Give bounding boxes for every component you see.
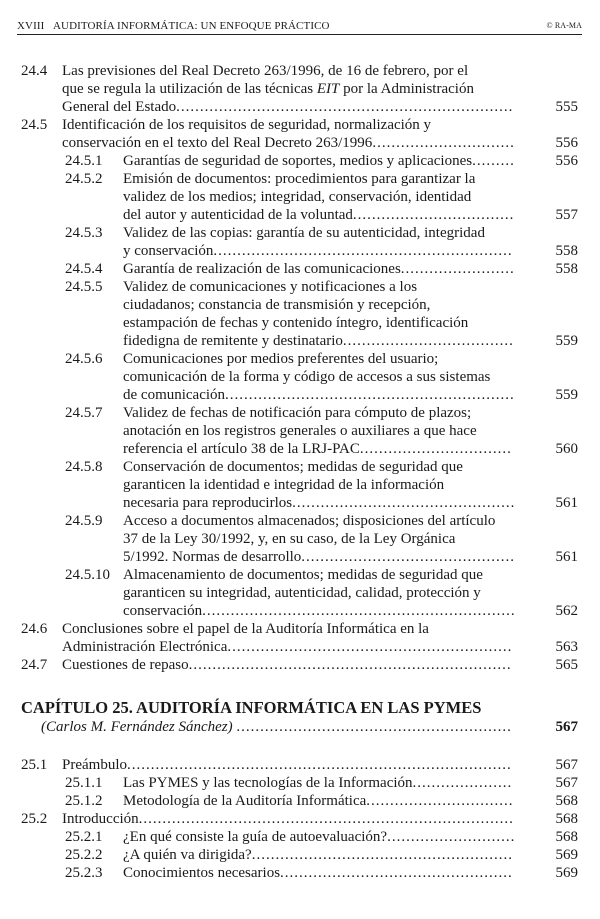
section-title-line: Acceso a documentos almacenados; disposiciones del artículo [123,513,496,529]
page-number: 557 [555,207,578,223]
toc-entry [0,170,600,224]
leader-dots: ............................................. [301,549,516,565]
chapter-heading [0,698,600,736]
page-number: 556 [555,135,578,151]
toc-entry [0,756,600,774]
toc-entry [0,846,600,864]
page-number: 561 [555,549,578,565]
section-title-last-line [123,440,600,458]
section-title-line: Garantía de realización de las comunicaciones [123,261,401,277]
section-title-line: anotación en los registros generales o auxiliares a que hace [123,423,477,439]
toc-entry [0,278,600,350]
section-number: 24.5.4 [65,261,103,277]
chapter-author: (Carlos M. Fernández Sánchez) [41,719,233,735]
section-title [123,260,600,278]
section-title-line: Comunicaciones por medios preferentes del usuario; [123,351,439,367]
leader-dots: ................................................................................. [127,757,512,773]
section-title-last-line [62,134,600,152]
section-title-line: ¿En qué consiste la guía de autoevaluación? [123,829,388,845]
section-title [123,404,600,458]
section-title [123,278,600,350]
leader-dots: ............................................................ [227,639,513,655]
page-number: 568 [555,829,578,845]
section-title-last-line [123,792,600,810]
section-title-last-line [62,810,600,828]
section-title-line: garanticen su integridad, autenticidad, calidad, protección y [123,585,481,601]
leader-dots: .......................................................... [236,719,512,735]
section-title-line: Administración Electrónica [62,639,228,655]
page-number: 559 [555,387,578,403]
section-title-line: garanticen la identidad e integridad de la información [123,477,445,493]
section-number: 24.5.2 [65,171,103,187]
section-number: 25.2.1 [65,829,103,845]
page-number: 559 [555,333,578,349]
section-title-line: 37 de la Ley 30/1992, y, en su caso, de la Ley Orgánica [123,531,456,547]
section-number: 25.2 [21,811,48,827]
section-title [123,224,600,260]
section-title [123,512,600,566]
section-number: 24.7 [21,657,48,673]
page-number: 569 [555,865,578,881]
section-number: 25.2.3 [65,865,103,881]
page-number: 567 [555,757,578,773]
page-number: 558 [555,261,578,277]
section-title-last-line [123,206,600,224]
leader-dots: ............................................... [292,495,516,511]
leader-dots: ......... [472,153,515,169]
section-title-last-line [123,242,600,260]
page-number: 568 [555,793,578,809]
leader-dots: ....................................................... [251,847,513,863]
section-title-line: validez de los medios; integridad, conservación, identidad [123,189,472,205]
section-title [62,62,600,116]
section-title [123,846,600,864]
leader-dots: .............................. [372,135,515,151]
leader-dots: ............................................................. [225,387,515,403]
page-number: 555 [555,99,578,115]
toc-chapter-24-entries [0,62,600,674]
toc-entry [0,224,600,260]
section-number: 24.5.7 [65,405,103,421]
page-number: 569 [555,847,578,863]
section-title-last-line [123,864,600,882]
section-number: 25.1 [21,757,48,773]
chapter-author-line [41,718,578,736]
section-title-line: Conocimientos necesarios [123,865,281,881]
section-title-line: de comunicación [123,387,226,403]
page-number: 563 [555,639,578,655]
section-title-line: 5/1992. Normas de desarrollo [123,549,302,565]
section-title-line: estampación de fechas y contenido íntegro, identificación [123,315,469,331]
toc-entry [0,810,600,828]
section-title-last-line [123,774,600,792]
toc-chapter-25-entries [0,756,600,882]
section-title [123,350,600,404]
page-number: 561 [555,495,578,511]
section-title-line: Validez de fechas de notificación para cómputo de plazos; [123,405,472,421]
section-title-line: del autor y autenticidad de la voluntad [123,207,353,223]
section-title-last-line [123,260,600,278]
section-number: 25.1.1 [65,775,103,791]
section-title-line: necesaria para reproducirlos [123,495,293,511]
section-title-line: ciudadanos; constancia de transmisión y recepción, [123,297,431,313]
section-title-line: referencia el artículo 38 de la LRJ-PAC [123,441,360,457]
page-number: 560 [555,441,578,457]
section-title-line: Las PYMES y las tecnologías de la Información [123,775,413,791]
toc-entry [0,152,600,170]
chapter-title: CAPÍTULO 25. AUDITORÍA INFORMÁTICA EN LAS PYMES [21,698,482,717]
running-title: AUDITORÍA INFORMÁTICA: UN ENFOQUE PRÁCTICO [53,20,330,32]
section-number: 25.2.2 [65,847,103,863]
leader-dots: .................................................................... [188,657,512,673]
toc-entry [0,828,600,846]
section-title [123,152,600,170]
section-title [123,774,600,792]
section-number: 24.5.6 [65,351,103,367]
toc-entry [0,116,600,152]
page-folio: XVIII [17,20,45,32]
section-title-line: y conservación [123,243,214,259]
section-title-last-line [62,656,600,674]
section-title [123,566,600,620]
section-title-last-line [123,494,600,512]
section-title-last-line [123,386,600,404]
section-title [62,620,600,656]
toc-entry [0,458,600,512]
section-title-line: comunicación de la forma y código de accesos a sus sistemas [123,369,491,385]
section-title-line: conservación [123,603,203,619]
section-title-last-line [123,152,600,170]
section-title-line: Emisión de documentos: procedimientos para garantizar la [123,171,476,187]
section-title-line: ¿A quién va dirigida? [123,847,252,863]
section-title-line: Metodología de la Auditoría Informática [123,793,367,809]
toc-entry [0,512,600,566]
toc-entry [0,620,600,656]
toc-entry [0,792,600,810]
section-number: 24.5.10 [65,567,110,583]
toc-entry [0,350,600,404]
toc-entry [0,774,600,792]
page-number: 562 [555,603,578,619]
leader-dots: ................................ [359,441,512,457]
toc-entry [0,260,600,278]
leader-dots: .................................................................. [202,603,516,619]
section-title-last-line [62,756,600,774]
leader-dots: .................................. [352,207,515,223]
toc-entry [0,62,600,116]
section-title-line: Las previsiones del Real Decreto 263/1996, de 16 de febrero, por el [62,63,469,79]
section-title-last-line [123,602,600,620]
leader-dots: .................................... [342,333,514,349]
section-title-line: Identificación de los requisitos de seguridad, normalización y [62,117,432,133]
toc-entry [0,864,600,882]
section-title-line: Cuestiones de repaso [62,657,189,673]
section-title-last-line [62,638,600,656]
page-number: 568 [555,811,578,827]
section-title-line: Validez de comunicaciones y notificaciones a los [123,279,418,295]
page-number: 556 [555,153,578,169]
section-number: 25.1.2 [65,793,103,809]
leader-dots: ................................................. [280,865,513,881]
leader-dots: ............................................................................... [138,811,514,827]
section-title-line: Almacenamiento de documentos; medidas de seguridad que [123,567,483,583]
toc-entry [0,656,600,674]
leader-dots: ........................ [400,261,515,277]
section-number: 24.5.8 [65,459,103,475]
page-number: 558 [555,243,578,259]
section-title-line: General del Estado [62,99,177,115]
section-number: 24.6 [21,621,48,637]
section-title-line: Conclusiones sobre el papel de la Auditoría Informática en la [62,621,429,637]
section-title [62,756,600,774]
section-title [123,170,600,224]
section-title-line: Garantías de seguridad de soportes, medios y aplicaciones [123,153,473,169]
section-title-last-line [62,98,600,116]
section-title-last-line [123,548,600,566]
emphasis: EIT [316,81,340,97]
section-title [123,458,600,512]
section-title-last-line [123,332,600,350]
running-header [17,18,582,35]
section-title-line: que se regula la utilización de las técnicas EIT por la Administración [62,81,474,97]
section-number: 24.5.1 [65,153,103,169]
section-number: 24.5.3 [65,225,103,241]
toc-entry [0,404,600,458]
leader-dots: ............................... [366,793,514,809]
leader-dots: ........................... [387,829,516,845]
section-title-line: Validez de las copias: garantía de su autenticidad, integridad [123,225,485,241]
section-number: 24.5 [21,117,48,133]
section-title [123,864,600,882]
section-title [62,810,600,828]
section-title-line: Preámbulo [62,757,127,773]
section-title-line: fidedigna de remitente y destinatario [123,333,343,349]
toc-entry [0,566,600,620]
section-number: 24.5.9 [65,513,103,529]
section-title [123,828,600,846]
copyright-notice: © RA-MA [546,21,582,30]
leader-dots: ............................................................... [213,243,513,259]
section-title-last-line [123,846,600,864]
section-title [123,792,600,810]
section-title-last-line [123,828,600,846]
section-number: 24.4 [21,63,48,79]
chapter-page-number: 567 [555,719,578,735]
section-title-line: Conservación de documentos; medidas de seguridad que [123,459,463,475]
table-of-contents [0,62,600,882]
leader-dots: ....................................................................... [176,99,514,115]
section-title-line: conservación en el texto del Real Decreto 263/1996 [62,135,373,151]
section-number: 24.5.5 [65,279,103,295]
section-title [62,116,600,152]
page-number: 567 [555,775,578,791]
leader-dots: ..................... [412,775,513,791]
page-number: 565 [555,657,578,673]
section-title [62,656,600,674]
section-title-line: Introducción [62,811,139,827]
